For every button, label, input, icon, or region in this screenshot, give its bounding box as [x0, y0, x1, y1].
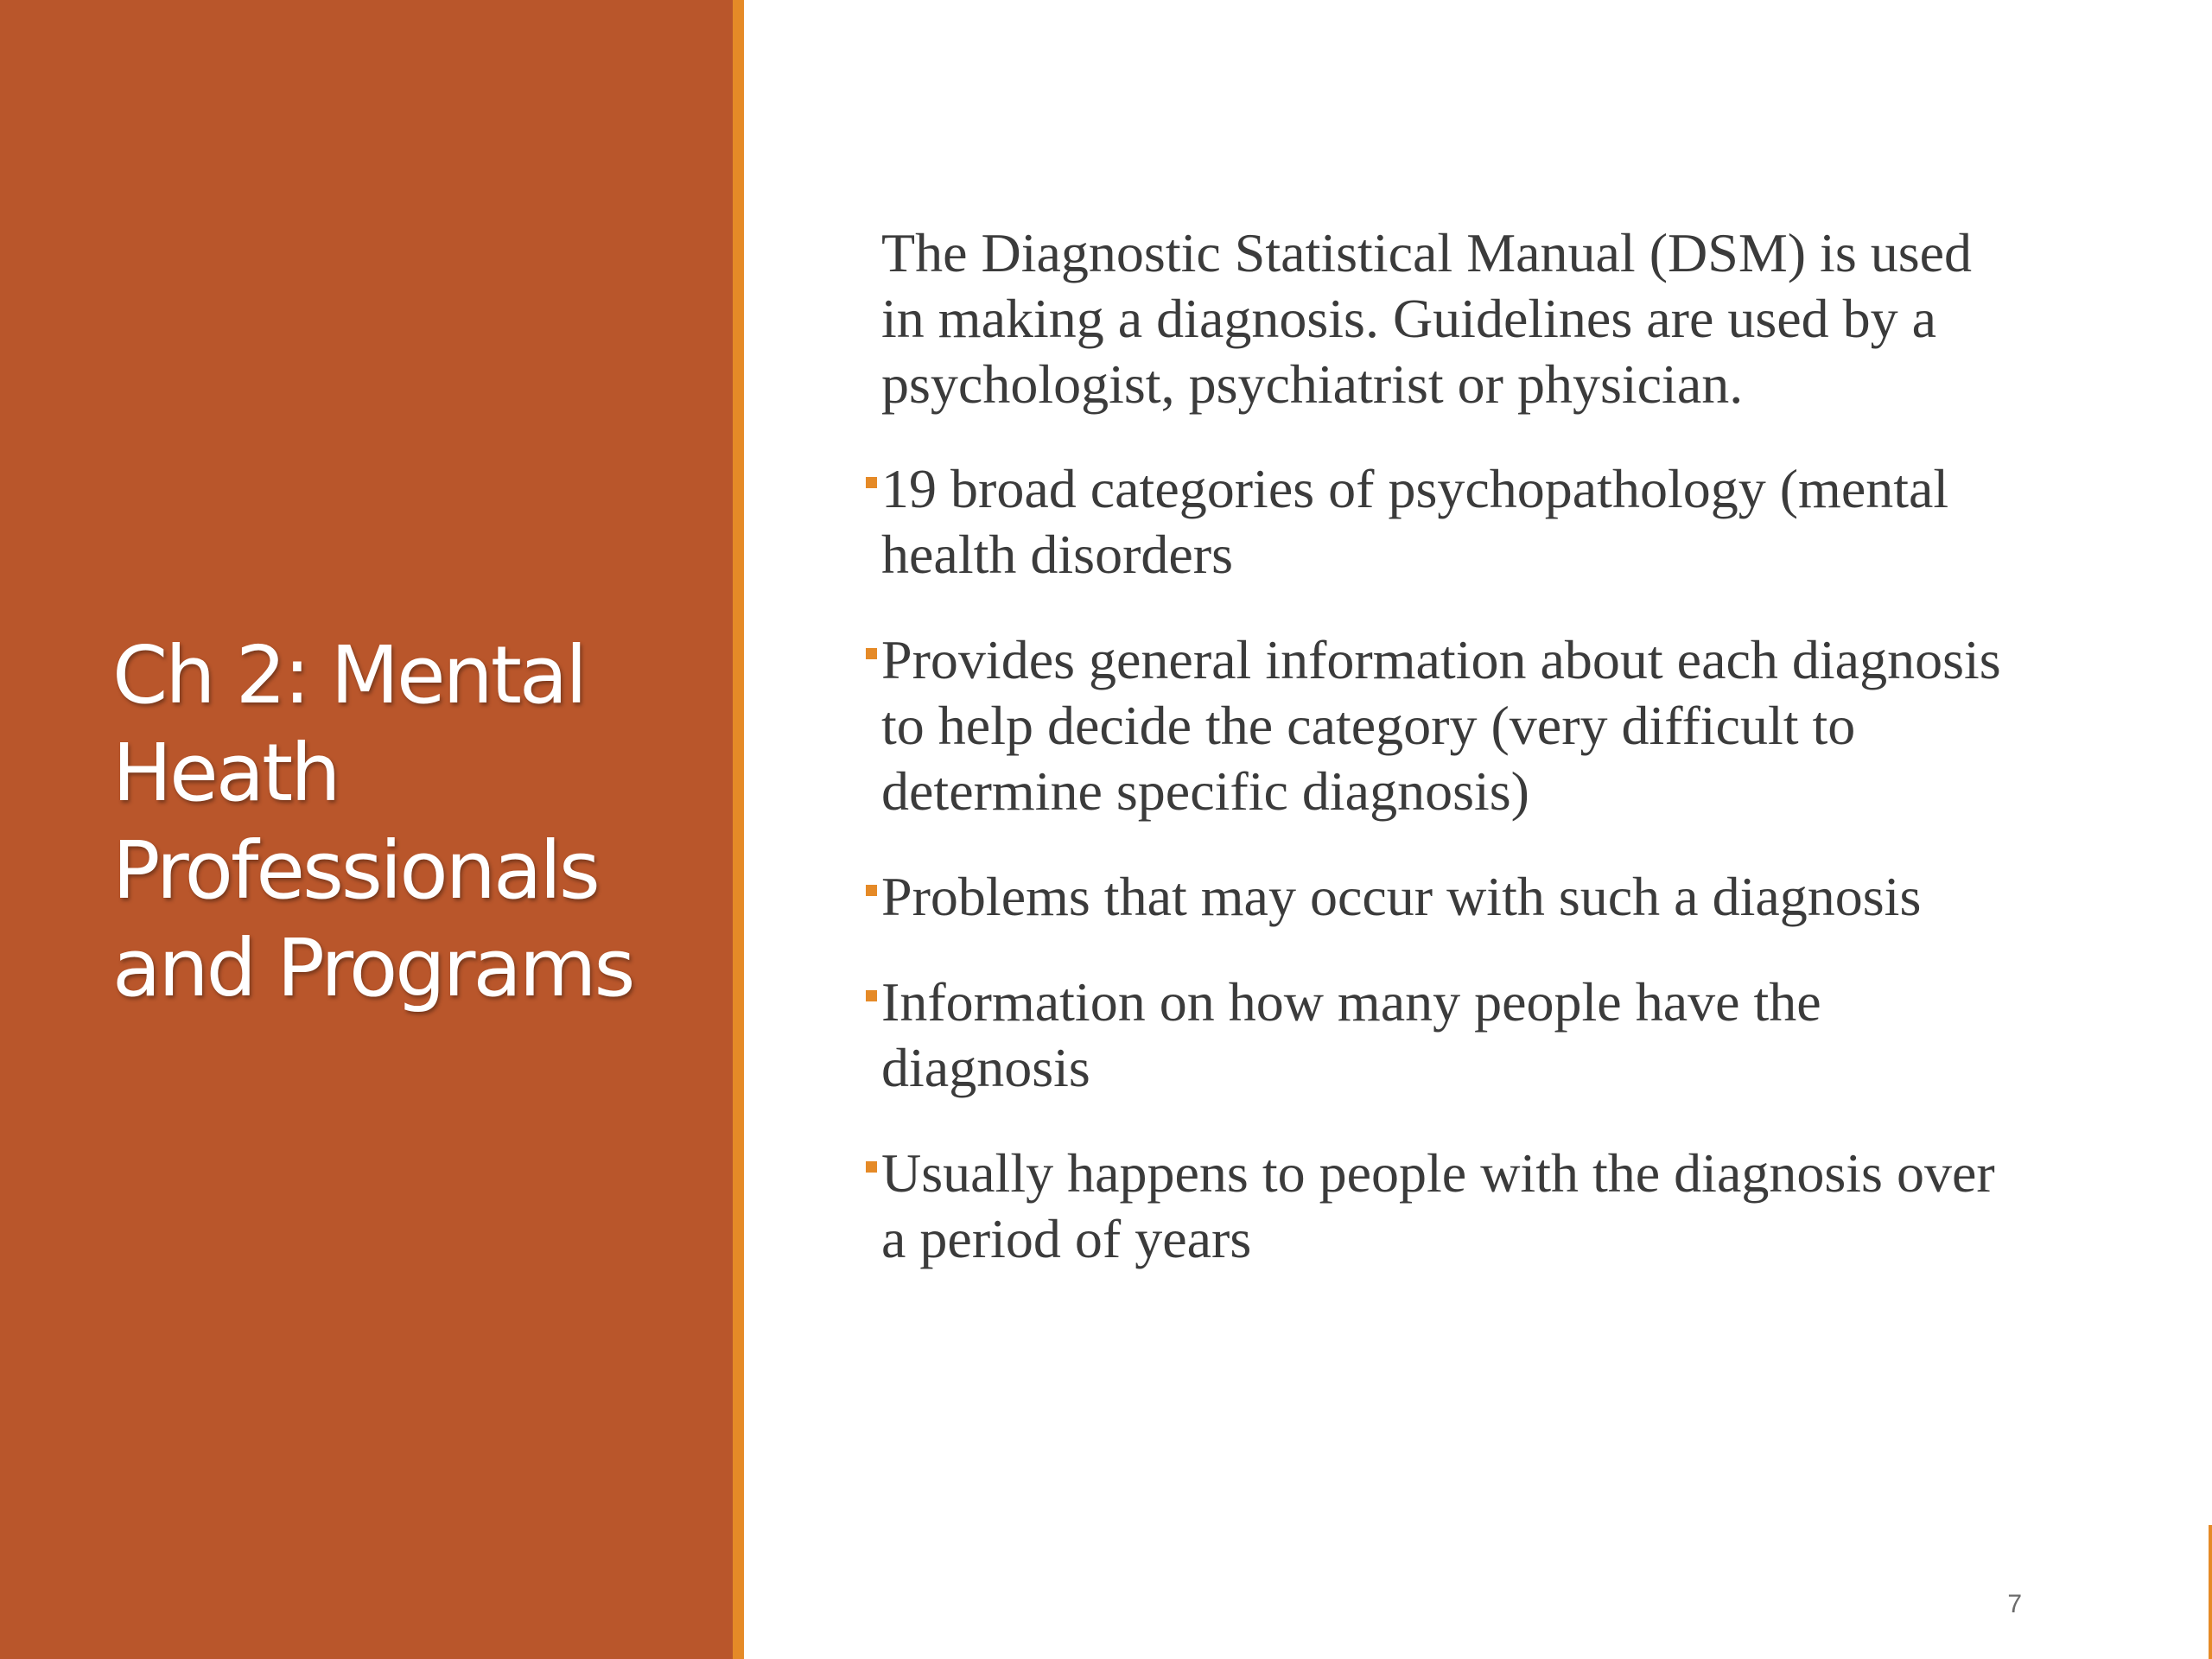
right-accent-edge	[2209, 1525, 2212, 1659]
bullet-text: Problems that may occur with such a diagnosis	[881, 866, 1922, 927]
bullet-item	[866, 969, 2024, 1101]
bullet-text: Information on how many people have the diagnosis	[881, 971, 1821, 1098]
bullet-text: 19 broad categories of psychopathology (mental health disorders	[881, 458, 1949, 585]
square-bullet-icon	[866, 477, 877, 488]
intro-paragraph: The Diagnostic Statistical Manual (DSM) is used in making a diagnosis. Guidelines are used by a psychologist, psychiatrist or physician.	[881, 222, 1973, 415]
square-bullet-icon	[866, 648, 877, 659]
slide-title: Ch 2: Mental Heath Professionals and Programs	[112, 629, 633, 1014]
square-bullet-icon	[866, 1161, 877, 1173]
bullet-list	[866, 456, 2024, 1272]
square-bullet-icon	[866, 990, 877, 1001]
bullet-item	[866, 456, 2024, 588]
bullet-item	[866, 864, 2024, 930]
accent-divider	[733, 0, 744, 1659]
bullet-item	[866, 627, 2024, 824]
square-bullet-icon	[866, 885, 877, 896]
bullet-item	[866, 1141, 2024, 1272]
bullet-text: Provides general information about each diagnosis to help decide the category (very difficult to determine specific diagnosis)	[881, 629, 2001, 822]
page-number: 7	[2007, 1590, 2022, 1618]
title-panel	[0, 0, 733, 1659]
slide-body	[866, 220, 2024, 1312]
bullet-text: Usually happens to people with the diagnosis over a period of years	[881, 1142, 1995, 1269]
